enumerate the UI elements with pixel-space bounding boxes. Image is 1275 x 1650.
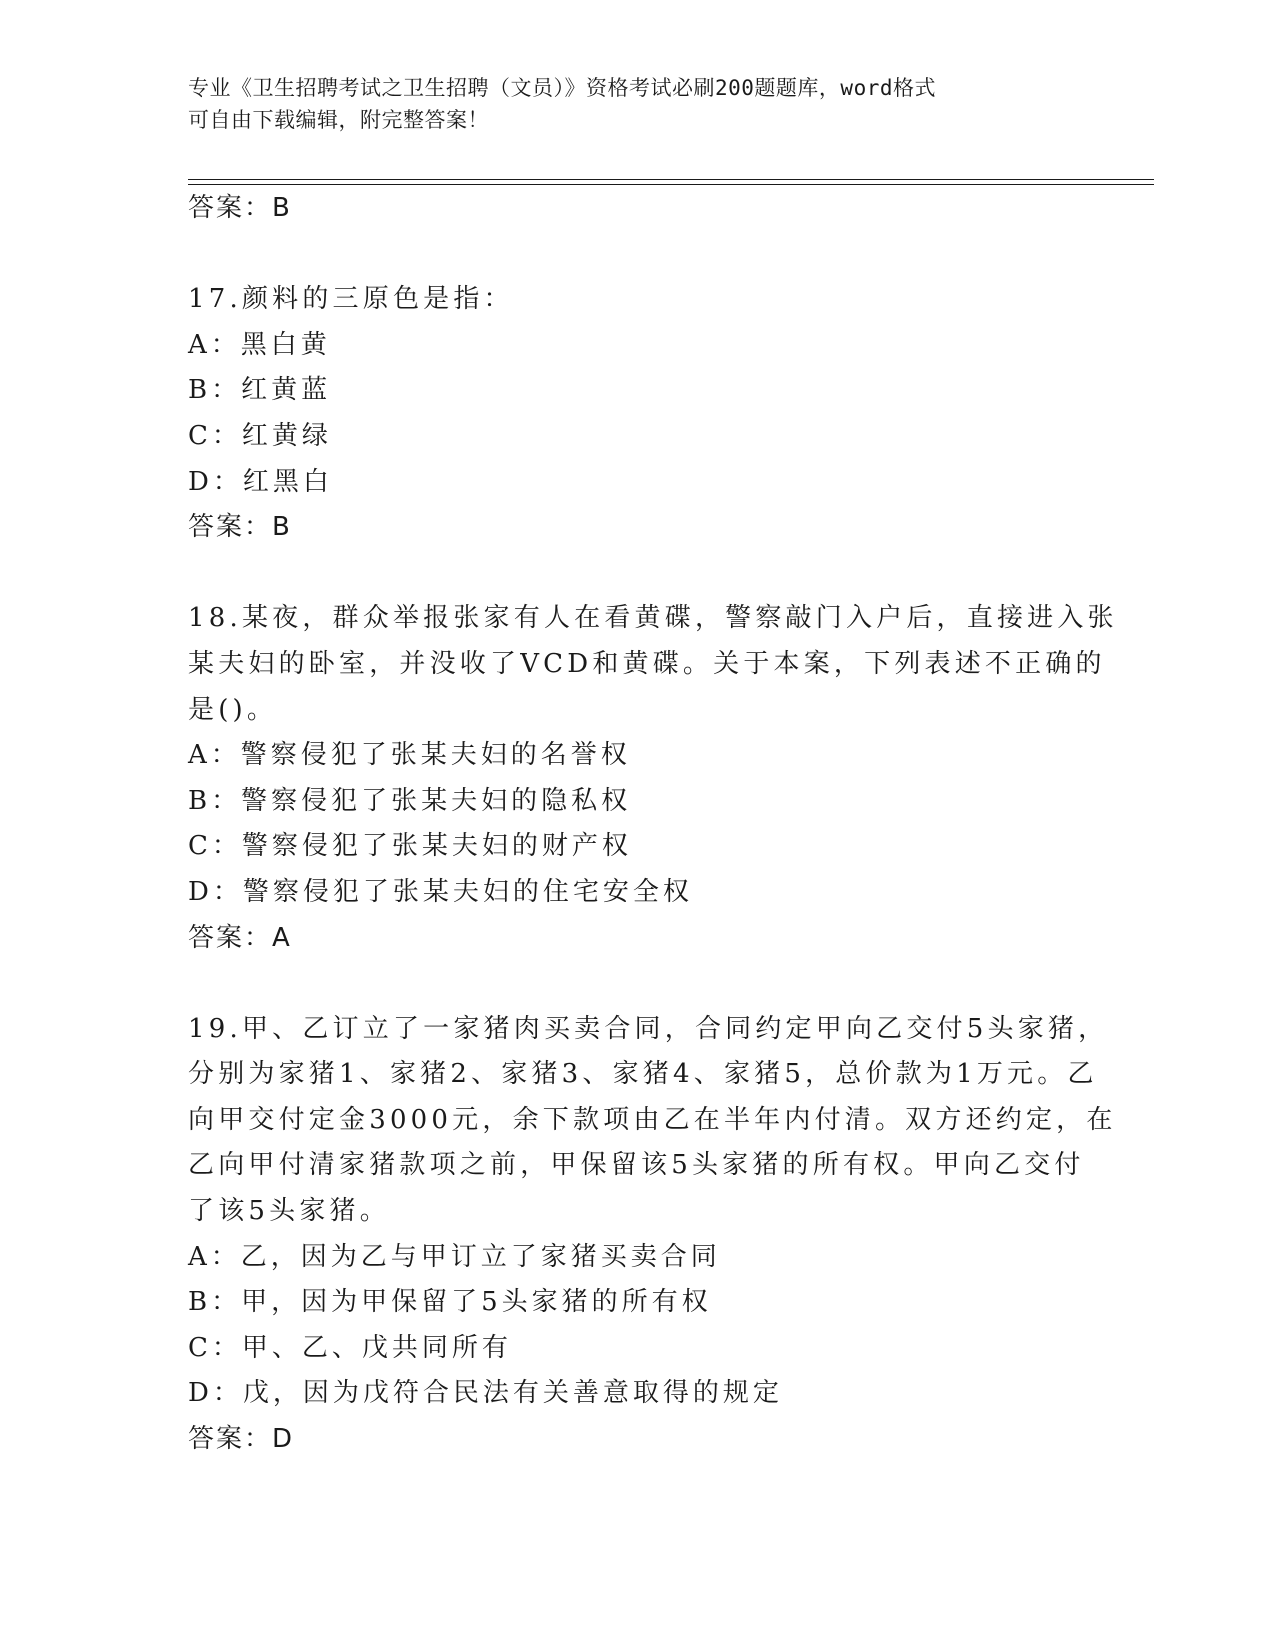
question-text-line: 向甲交付定金3000元，余下款项由乙在半年内付清。双方还约定，在 bbox=[188, 1104, 1117, 1135]
question-text: 17.颜料的三原色是指： bbox=[188, 284, 514, 315]
question-text-line: 19.甲、乙订立了一家猪肉买卖合同，合同约定甲向乙交付5头家猪， bbox=[188, 1013, 1109, 1044]
question-text-line: 乙向甲付清家猪款项之前，甲保留该5头家猪的所有权。甲向乙交付 bbox=[188, 1150, 1085, 1181]
option-d: D：警察侵犯了张某夫妇的住宅安全权 bbox=[188, 876, 693, 907]
answer: 答案：B bbox=[188, 512, 292, 543]
question-text-line: 了该5头家猪。 bbox=[188, 1196, 390, 1227]
question-18 bbox=[188, 596, 1118, 961]
option-d: D：戊，因为戊符合民法有关善意取得的规定 bbox=[188, 1378, 783, 1409]
option-c: C：红黄绿 bbox=[188, 420, 332, 451]
question-17 bbox=[188, 277, 1088, 551]
header-rule-bottom bbox=[188, 184, 1154, 185]
question-text-line: 是()。 bbox=[188, 694, 278, 725]
previous-answer: 答案：B bbox=[188, 193, 292, 223]
option-a: A：警察侵犯了张某夫妇的名誉权 bbox=[188, 740, 631, 771]
header-rule-top bbox=[188, 179, 1154, 180]
option-c: C：甲、乙、戊共同所有 bbox=[188, 1332, 512, 1363]
header-line-1: 专业《卫生招聘考试之卫生招聘（文员）》资格考试必刷200题题库，word格式 bbox=[188, 76, 936, 100]
option-a: A：乙，因为乙与甲订立了家猪买卖合同 bbox=[188, 1241, 721, 1272]
question-list bbox=[188, 186, 1118, 1463]
document-header bbox=[188, 72, 1088, 136]
option-c: C：警察侵犯了张某夫妇的财产权 bbox=[188, 831, 632, 862]
question-19 bbox=[188, 1007, 1117, 1463]
answer: 答案：D bbox=[188, 1424, 295, 1455]
header-line-2: 可自由下载编辑，附完整答案！ bbox=[188, 108, 489, 132]
answer: 答案：A bbox=[188, 922, 292, 953]
option-a: A：黑白黄 bbox=[188, 329, 331, 360]
option-b: B：警察侵犯了张某夫妇的隐私权 bbox=[188, 785, 632, 816]
question-text-line: 18.某夜，群众举报张家有人在看黄碟，警察敲门入户后，直接进入张 bbox=[188, 603, 1118, 634]
question-text-line: 分别为家猪1、家猪2、家猪3、家猪4、家猪5，总价款为1万元。乙 bbox=[188, 1059, 1098, 1090]
option-b: B：甲，因为甲保留了5头家猪的所有权 bbox=[188, 1287, 712, 1318]
option-b: B：红黄蓝 bbox=[188, 375, 332, 406]
question-text-line: 某夫妇的卧室，并没收了VCD和黄碟。关于本案，下列表述不正确的 bbox=[188, 648, 1106, 679]
option-d: D：红黑白 bbox=[188, 466, 333, 497]
